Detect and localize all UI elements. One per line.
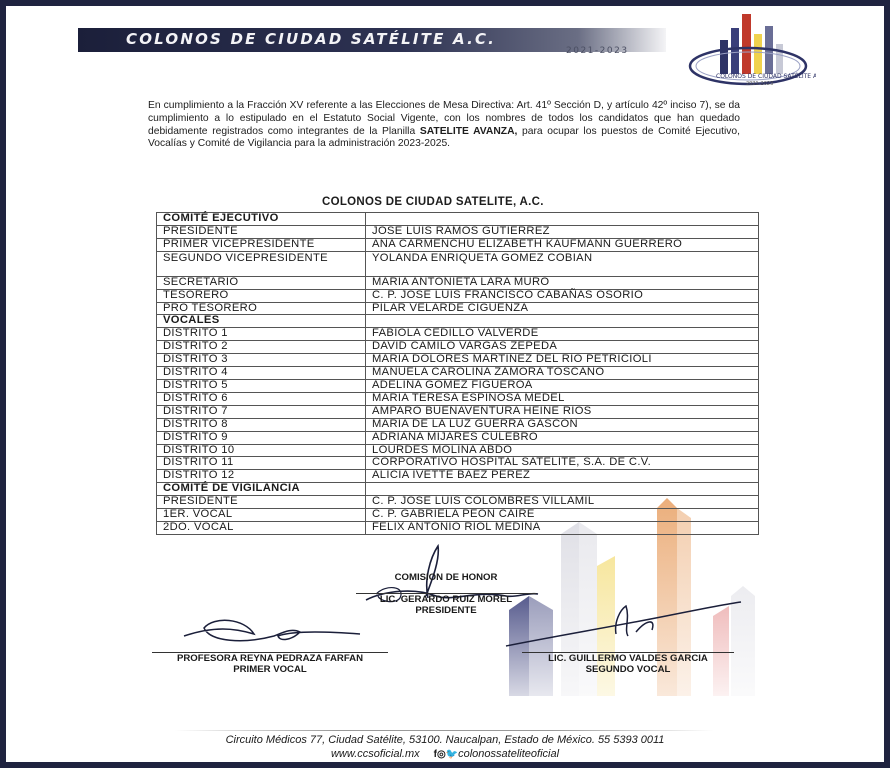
table-row (157, 238, 759, 251)
planilla-name: SATELITE AVANZA, (419, 125, 518, 137)
table-row (157, 341, 759, 354)
president-role: PRESIDENTE (415, 605, 477, 616)
name-cell: DAVID CAMILO VARGAS ZEPEDA (366, 341, 759, 354)
name-cell: AMPARO BUENAVENTURA HEINE RIOS (366, 405, 759, 418)
role-cell: DISTRITO 2 (157, 341, 366, 354)
table-row (157, 457, 759, 470)
name-cell: FELIX ANTONIO RIOL MEDINA (366, 521, 759, 534)
table-row (157, 367, 759, 380)
name-cell: ANA CARMENCHU ELIZABETH KAUFMANN GUERRERO (366, 238, 759, 251)
role-cell: DISTRITO 9 (157, 431, 366, 444)
role-cell: DISTRITO 12 (157, 470, 366, 483)
name-cell: ADRIANA MIJARES CULEBRO (366, 431, 759, 444)
table-row (157, 302, 759, 315)
logo-text: COLONOS DE CIUDAD SATÉLITE A.C. (716, 73, 816, 80)
role-cell: PRESIDENTE (157, 496, 366, 509)
website-link[interactable]: www.ccsoficial.mx (330, 748, 420, 760)
table-row (157, 496, 759, 509)
org-logo (686, 8, 816, 88)
name-cell: MARIA DOLORES MARTINEZ DEL RIO PETRICIOLI (366, 354, 759, 367)
role-cell: PRO TESORERO (157, 302, 366, 315)
second-vocal-role: SEGUNDO VOCAL (585, 664, 671, 675)
table-row (157, 509, 759, 522)
document-page (6, 6, 884, 762)
role-cell: DISTRITO 6 (157, 392, 366, 405)
role-cell: DISTRITO 7 (157, 405, 366, 418)
first-vocal-name: PROFESORA REYNA PEDRAZA FARFAN (176, 653, 364, 664)
role-cell: DISTRITO 8 (157, 418, 366, 431)
section-row-executive (157, 213, 759, 226)
table-row (157, 225, 759, 238)
table-row (157, 289, 759, 302)
table-title: COLONOS DE CIUDAD SATELITE, A.C. (322, 196, 544, 208)
signature-block-second-vocal (522, 652, 734, 675)
org-title: COLONOS DE CIUDAD SATÉLITE A.C. (126, 30, 497, 48)
name-cell: C. P. JOSE LUIS FRANCISCO CABAÑAS OSORIO (366, 289, 759, 302)
section-row-vigilancia (157, 483, 759, 496)
name-cell: LOURDES MOLINA ABDO (366, 444, 759, 457)
name-cell: ALICIA IVETTE BAEZ PEREZ (366, 470, 759, 483)
table-row (157, 521, 759, 534)
role-cell: 2DO. VOCAL (157, 521, 366, 534)
period-label: 2021-2023 (566, 46, 629, 56)
first-vocal-role: PRIMER VOCAL (233, 664, 307, 675)
footer-contact (6, 748, 884, 760)
name-cell: C. P. JOSE LUIS COLOMBRES VILLAMIL (366, 496, 759, 509)
name-cell: CORPORATIVO HOSPITAL SATELITE, S.A. DE C.V. (366, 457, 759, 470)
social-icons[interactable]: f◎🐦 (433, 749, 459, 760)
logo-period: 2021-2023 (746, 81, 774, 87)
signature-first-vocal (174, 606, 364, 656)
president-name: LIC. GERARDO RUIZ MOREL (379, 594, 513, 605)
section-label: VOCALES (157, 315, 366, 328)
name-cell: MANUELA CAROLINA ZAMORA TOSCANO (366, 367, 759, 380)
name-cell: MARIA TERESA ESPINOSA MEDEL (366, 392, 759, 405)
name-cell: JOSE LUIS RAMOS GUTIERREZ (366, 225, 759, 238)
role-cell: PRESIDENTE (157, 225, 366, 238)
footer-divider (174, 730, 714, 731)
intro-part-2: para ocupar los puestos de Comité Ejecutivo, Vocalías y Comité de Vigilancia para la administración 2023-2025. (148, 125, 740, 150)
role-cell: SEGUNDO VICEPRESIDENTE (157, 251, 366, 276)
section-label: COMITÉ DE VIGILANCIA (157, 483, 366, 496)
intro-part-1: En cumplimiento a la Fracción XV referente a las Elecciones de Mesa Directiva: Art. 41º Sección D, y artículo 42º inciso 7), se da cumplimiento a lo estipulado en el Estatuto Social Vigente, con los nombres de todos los candidatos que han quedado debidamente registrados como integrantes de la Planilla (148, 100, 740, 137)
section-row-vocales (157, 315, 759, 328)
role-cell: DISTRITO 3 (157, 354, 366, 367)
role-cell: SECRETARIO (157, 276, 366, 289)
second-vocal-name: LIC. GUILLERMO VALDES GARCIA (548, 653, 708, 664)
name-cell: MARIA ANTONIETA LARA MURO (366, 276, 759, 289)
candidates-table (156, 212, 759, 535)
name-cell: YOLANDA ENRIQUETA GOMEZ COBIAN (366, 251, 759, 276)
table-row (157, 354, 759, 367)
table-row (157, 431, 759, 444)
signature-second-vocal (496, 596, 746, 656)
role-cell: PRIMER VICEPRESIDENTE (157, 238, 366, 251)
role-cell: DISTRITO 11 (157, 457, 366, 470)
commission-title: COMISION DE HONOR (394, 572, 498, 583)
table-row (157, 392, 759, 405)
role-cell: TESORERO (157, 289, 366, 302)
role-cell: 1ER. VOCAL (157, 509, 366, 522)
table-row (157, 379, 759, 392)
table-row (157, 470, 759, 483)
name-cell: PILAR VELARDE CIGUENZA (366, 302, 759, 315)
role-cell: DISTRITO 4 (157, 367, 366, 380)
name-cell: FABIOLA CEDILLO VALVERDE (366, 328, 759, 341)
name-cell: ADELINA GOMEZ FIGUEROA (366, 379, 759, 392)
role-cell: DISTRITO 1 (157, 328, 366, 341)
signature-block-first-vocal (152, 652, 388, 675)
table-row (157, 276, 759, 289)
intro-paragraph (148, 100, 740, 151)
role-cell: DISTRITO 5 (157, 379, 366, 392)
table-row (157, 328, 759, 341)
table-row (157, 418, 759, 431)
footer-address: Circuito Médicos 77, Ciudad Satélite, 53100. Naucalpan, Estado de México. 55 5393 0011 (225, 734, 665, 746)
section-label: COMITÉ EJECUTIVO (157, 213, 366, 226)
social-handle[interactable]: colonossateliteoficial (458, 748, 560, 760)
name-cell: MARIA DE LA LUZ GUERRA GASCON (366, 418, 759, 431)
table-row (157, 444, 759, 457)
name-cell: C. P. GABRIELA PEON CAIRE (366, 509, 759, 522)
table-row (157, 251, 759, 276)
table-row (157, 405, 759, 418)
role-cell: DISTRITO 10 (157, 444, 366, 457)
